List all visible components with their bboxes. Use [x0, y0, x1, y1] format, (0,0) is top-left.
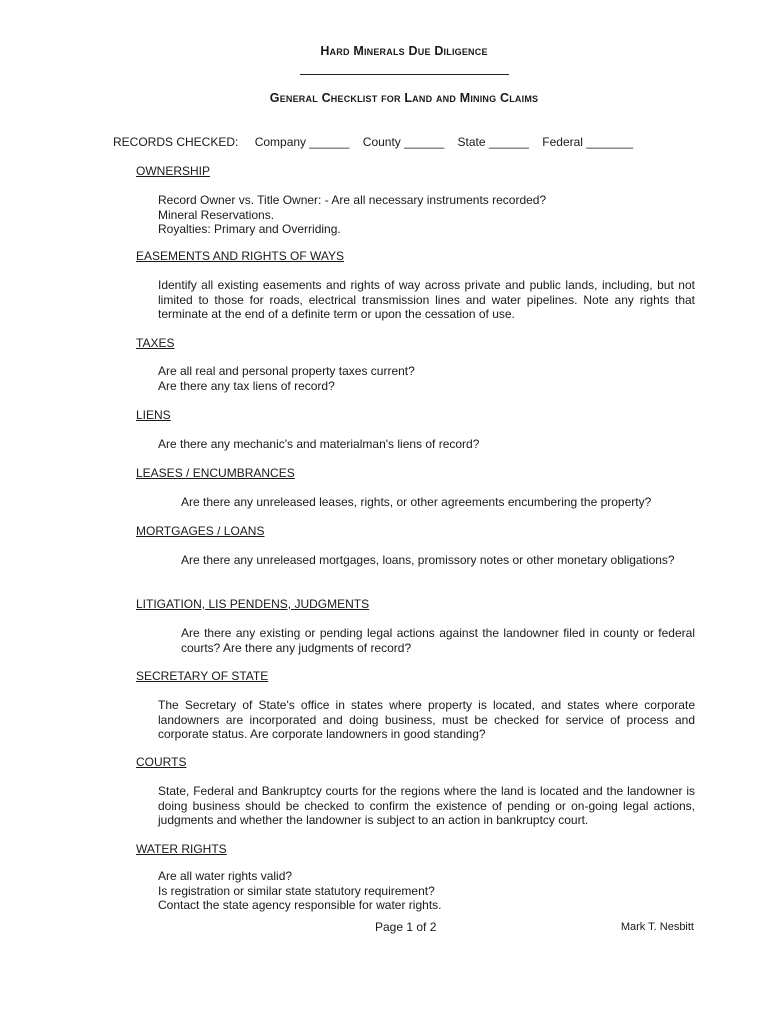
body-paragraph: Are there any unreleased mortgages, loans, promissory notes or other monetary obligations?	[181, 553, 675, 567]
document-subtitle	[0, 91, 768, 105]
section-body-leases	[181, 495, 701, 510]
records-company: Company ______	[254, 135, 350, 149]
section-heading-ownership: OWNERSHIP	[136, 164, 211, 178]
title-text: Hard Minerals Due Diligence	[320, 44, 488, 58]
records-label: RECORDS CHECKED:	[113, 135, 239, 149]
body-line: Record Owner vs. Title Owner: - Are all necessary instruments recorded?	[158, 193, 547, 207]
section-body-litigation	[181, 626, 695, 655]
records-checked-line	[113, 135, 633, 149]
section-body-courts	[158, 784, 695, 828]
body-line: Are all real and personal property taxes current?	[158, 364, 415, 378]
body-line: Are there any mechanic's and materialman's liens of record?	[158, 437, 480, 451]
section-heading-liens: LIENS	[136, 408, 171, 422]
body-paragraph: State, Federal and Bankruptcy courts for the regions where the land is located and the landowner is doing business should be checked to confirm the existence of pending or on-going legal actions, judgments and whether the landowner is subject to an action in bankruptcy court.	[158, 784, 695, 827]
body-line: Is registration or similar state statutory requirement?	[158, 883, 435, 898]
page-number: Page 1 of 2	[375, 920, 437, 934]
body-paragraph: Identify all existing easements and rights of way across private and public lands, including, but not limited to those for roads, electrical transmission lines and water pipelines. Note any rights that terminate at the end of a definite term or upon the cessation of use.	[158, 278, 695, 321]
section-heading-mortgages: MORTGAGES / LOANS	[136, 524, 265, 538]
section-heading-leases: LEASES / ENCUMBRANCES	[136, 466, 295, 480]
section-body-secretary-of-state	[158, 698, 695, 742]
section-body-mortgages	[181, 553, 695, 568]
body-line: Are there any tax liens of record?	[158, 378, 335, 393]
section-body-liens	[158, 437, 698, 452]
body-line: Royalties: Primary and Overriding.	[158, 222, 341, 236]
author-name: Mark T. Nesbitt	[620, 921, 694, 933]
section-body-easements	[158, 278, 695, 322]
section-body-ownership	[158, 193, 698, 237]
document-title	[0, 44, 768, 58]
section-heading-courts: COURTS	[136, 755, 187, 769]
records-county: County ______	[362, 135, 445, 149]
body-line: Mineral Reservations.	[158, 207, 275, 222]
records-state: State ______	[457, 135, 529, 149]
body-line: Contact the state agency responsible for water rights.	[158, 898, 442, 912]
body-line: Are there any unreleased leases, rights, or other agreements encumbering the property?	[181, 495, 652, 509]
body-line: Are all water rights valid?	[158, 869, 293, 883]
section-body-water-rights	[158, 869, 698, 913]
section-heading-easements: EASEMENTS AND RIGHTS OF WAYS	[136, 249, 345, 263]
title-rule	[300, 74, 509, 75]
body-paragraph: Are there any existing or pending legal actions against the landowner filed in county or federal courts? Are there any judgments of record?	[181, 626, 695, 655]
body-paragraph: The Secretary of State's office in states where property is located, and states where corporate landowners are incorporated and doing business, must be checked for service of process and corporate status. Are corporate landowners in good standing?	[158, 698, 695, 741]
records-federal: Federal _______	[542, 135, 634, 149]
section-heading-taxes: TAXES	[136, 336, 175, 350]
section-heading-secretary-of-state: SECRETARY OF STATE	[136, 669, 269, 683]
section-heading-litigation: LITIGATION, LIS PENDENS, JUDGMENTS	[136, 597, 370, 611]
subtitle-text: General Checklist for Land and Mining Claims	[269, 91, 539, 105]
section-heading-water-rights: WATER RIGHTS	[136, 842, 227, 856]
section-body-taxes	[158, 364, 698, 393]
